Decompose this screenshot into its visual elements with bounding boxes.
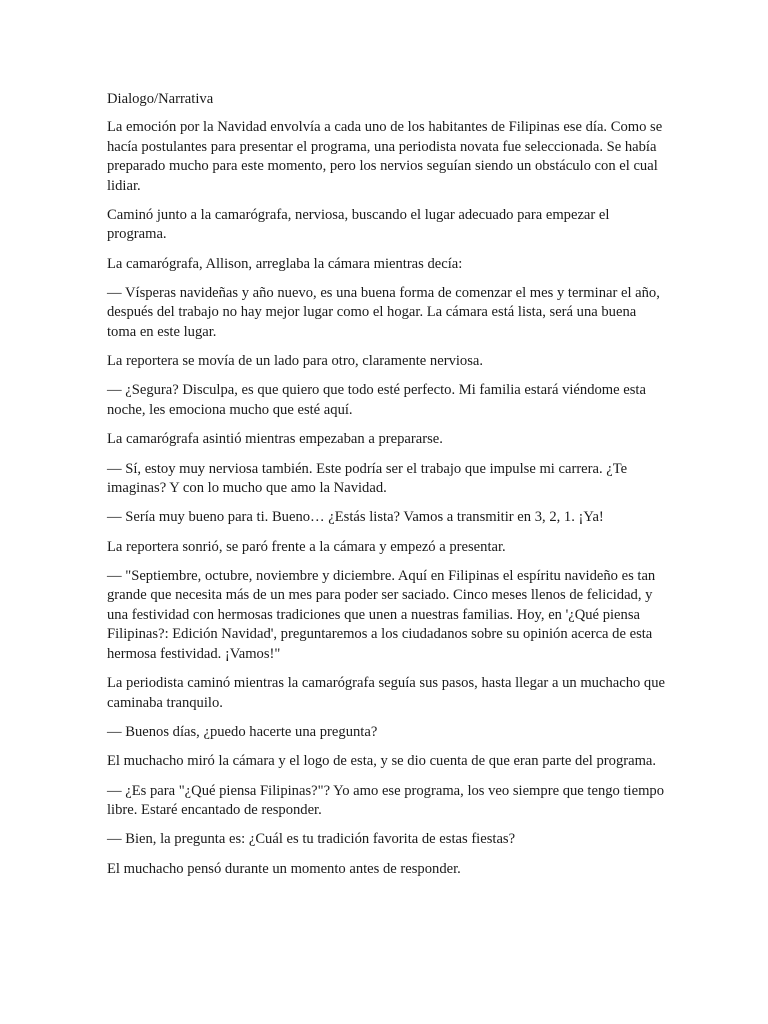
paragraph-boy-notices: El muchacho miró la cámara y el logo de esta, y se dio cuenta de que eran parte del programa. <box>107 753 657 770</box>
paragraph-meet-boy: La periodista caminó mientras la camarógrafa seguía sus pasos, hasta llegar a un muchacho que caminaba tranquilo. <box>107 675 666 711</box>
dialogue-allison-visperas: — Vísperas navideñas y año nuevo, es una buena forma de comenzar el mes y terminar el año, después del trabajo no hay mejor lugar como el hogar. La cámara está lista, será una buena toma en este lugar. <box>107 284 660 340</box>
paragraph-reporter-presents: La reportera sonrió, se paró frente a la cámara y empezó a presentar. <box>107 538 506 555</box>
dialogue-boy-loves-show: — ¿Es para "¿Qué piensa Filipinas?"? Yo amo ese programa, los veo siempre que tengo tiempo libre. Estaré encantado de responder. <box>107 782 665 819</box>
dialogue-broadcast-intro: — "Septiembre, octubre, noviembre y diciembre. Aquí en Filipinas el espíritu navideño es tan grande que necesita más de un mes para poder ser saciado. Cinco meses llenos de felicidad, y una festividad con hermosas tradiciones que unen a nuestras familias. Hoy, en '¿Qué piensa Filipinas?: Edición Navidad', preguntaremos a los ciudadanos sobre su opinión acerca de esta hermosa festividad. ¡Vamos!" <box>107 567 656 662</box>
dialogue-countdown: — Sería muy bueno para ti. Bueno… ¿Estás lista? Vamos a transmitir en 3, 2, 1. ¡Ya! <box>107 509 604 526</box>
dialogue-question: — Bien, la pregunta es: ¿Cuál es tu tradición favorita de estas fiestas? <box>107 831 516 848</box>
paragraph-allison-intro: La camarógrafa, Allison, arreglaba la cámara mientras decía: <box>107 255 463 272</box>
paragraph-reporter-nervous: La reportera se movía de un lado para otro, claramente nerviosa. <box>107 353 484 370</box>
dialogue-reporter-segura: — ¿Segura? Disculpa, es que quiero que todo esté perfecto. Mi familia estará viéndome esta noche, les emociona mucho que esté aquí. <box>107 382 646 418</box>
paragraph-boy-thinks: El muchacho pensó durante un momento antes de responder. <box>107 860 461 877</box>
paragraph-walk-camera: Caminó junto a la camarógrafa, nerviosa, buscando el lugar adecuado para empezar el programa. <box>107 206 610 243</box>
dialogue-buenos-dias: — Buenos días, ¿puedo hacerte una pregunta? <box>107 724 378 741</box>
paragraph-camera-nod: La camarógrafa asintió mientras empezaban a prepararse. <box>107 431 443 448</box>
document-page <box>107 90 667 889</box>
document-heading: Dialogo/Narrativa <box>107 91 214 107</box>
dialogue-allison-nerviosa: — Sí, estoy muy nerviosa también. Este podría ser el trabajo que impulse mi carrera. ¿Te imaginas? Y con lo mucho que amo la Navidad. <box>107 460 628 497</box>
paragraph-intro: La emoción por la Navidad envolvía a cada uno de los habitantes de Filipinas ese día. Como se hacía postulantes para presentar el programa, una periodista novata fue seleccionada. Se había preparado mucho para este momento, pero los nervios seguían siendo un obstáculo con el cual lidiar. <box>107 119 663 194</box>
